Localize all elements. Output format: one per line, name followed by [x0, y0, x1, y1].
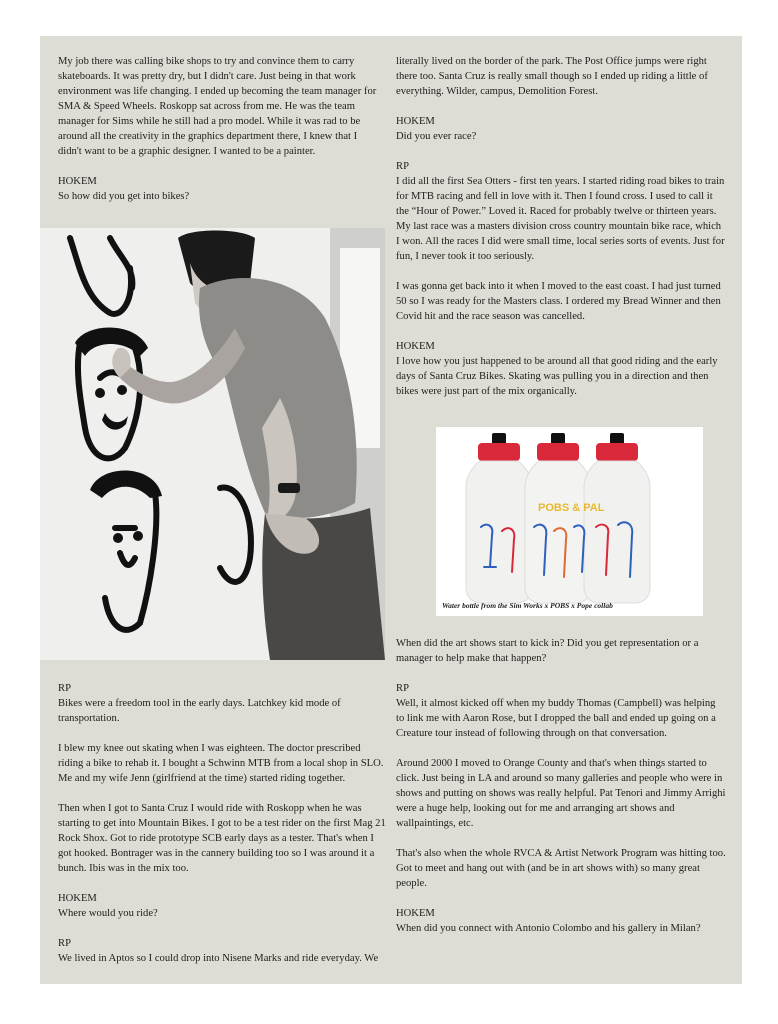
- speaker-label: RP: [396, 683, 409, 694]
- paragraph: My job there was calling bike shops to try and convince them to carry skateboards. It was pretty dry, but I didn't care. Just being in that work environment was life changing. I ended up becoming the team manager for SMA & Speed Wheels. Roskopp sat across from me. He was the team manager for Sims while he still had a pro model. While it was rad to be around all the creativity in the graphics department there, I knew that I didn't want to be a graphic designer. I wanted to be a painter.: [58, 56, 377, 157]
- left-column-bottom: [58, 681, 388, 981]
- paragraph: That's also when the whole RVCA & Artist Network Program was hitting too. Got to meet and hang out with (and be in art shows with) so many great people.: [396, 848, 726, 889]
- magazine-page: [40, 36, 742, 984]
- paragraph: I blew my knee out skating when I was eighteen. The doctor prescribed riding a bike to rehab it. I bought a Schwinn MTB from a local shop in SLO. Me and my wife Jenn (girlfriend at the time) started riding together.: [58, 743, 384, 784]
- question: Where would you ride?: [58, 908, 158, 919]
- speaker-label: RP: [58, 938, 71, 949]
- answer: We lived in Aptos so I could drop into Nisene Marks and ride everyday. We: [58, 953, 379, 964]
- right-column-bottom: [396, 636, 726, 951]
- answer: Well, it almost kicked off when my buddy Thomas (Campbell) was helping to link me with Aaron Rose, but I dropped the ball and ended up going on a Creature tour instead of following through on that conversation.: [396, 698, 716, 739]
- paragraph: Around 2000 I moved to Orange County and that's when things started to click. Just being in LA and around so many galleries and people who were in shows and putting on shows was really helpful. Pat Tenori and Jimmy Arrighi were a huge help, looking out for me and arranging art shows and wallpaintings, etc.: [396, 758, 726, 829]
- speaker-label: RP: [396, 161, 409, 172]
- answer: I did all the first Sea Otters - first ten years. I started riding road bikes to train for MTB racing and fell in love with it. Then I found cross. I used to call it the “Hour of Power.” Loved it. Raced for probably twelve or thirteen years. My last race was a masters division cross country mountain bike race, which I won. All the races I did were small time, local series sorts of events. Just for fun, I never took it too seriously.: [396, 176, 725, 262]
- photo-illustration: [40, 228, 385, 660]
- left-column-top: [58, 54, 380, 219]
- right-column-top: [396, 54, 726, 414]
- question: Did you ever race?: [396, 131, 477, 142]
- bottle-print-text: POBS & PAL: [538, 502, 605, 514]
- paragraph: literally lived on the border of the park. The Post Office jumps were right there too. Santa Cruz is really small though so I ended up riding a little of everything. Wilder, campus, Demolition Forest.: [396, 56, 708, 97]
- paragraph: I was gonna get back into it when I moved to the east coast. I had just turned 50 so I was ready for the Masters class. I ordered my Bread Winner and then Covid hit and the race season was cancelled.: [396, 281, 721, 322]
- artist-painting-photo: [40, 228, 385, 660]
- speaker-label: HOKEM: [58, 176, 97, 187]
- speaker-label: RP: [58, 683, 71, 694]
- speaker-label: HOKEM: [396, 341, 435, 352]
- speaker-label: HOKEM: [396, 908, 435, 919]
- water-bottle-image: [436, 427, 703, 616]
- paragraph: Then when I got to Santa Cruz I would ride with Roskopp when he was starting to get into Mountain Bikes. I got to be a test rider on the first Mag 21 Rock Shox. Got to ride prototype SCB early days as a tester. That's when I got hooked. Bontrager was in the cannery building too so I was around it a bunch. Ibis was in the mix too.: [58, 803, 386, 874]
- question: When did the art shows start to kick in? Did you get representation or a manager to help make that happen?: [396, 638, 699, 664]
- question: When did you connect with Antonio Colombo and his gallery in Milan?: [396, 923, 701, 934]
- water-bottles-illustration: [436, 427, 703, 616]
- question: So how did you get into bikes?: [58, 191, 190, 202]
- question: I love how you just happened to be around all that good riding and the early days of Santa Cruz Bikes. Skating was pulling you in a direction and then bikes were just part of the mix organically.: [396, 356, 718, 397]
- speaker-label: HOKEM: [58, 893, 97, 904]
- answer: Bikes were a freedom tool in the early days. Latchkey kid mode of transportation.: [58, 698, 341, 724]
- image-caption: Water bottle from the Sim Works x POBS x Pope collab: [442, 601, 613, 610]
- speaker-label: HOKEM: [396, 116, 435, 127]
